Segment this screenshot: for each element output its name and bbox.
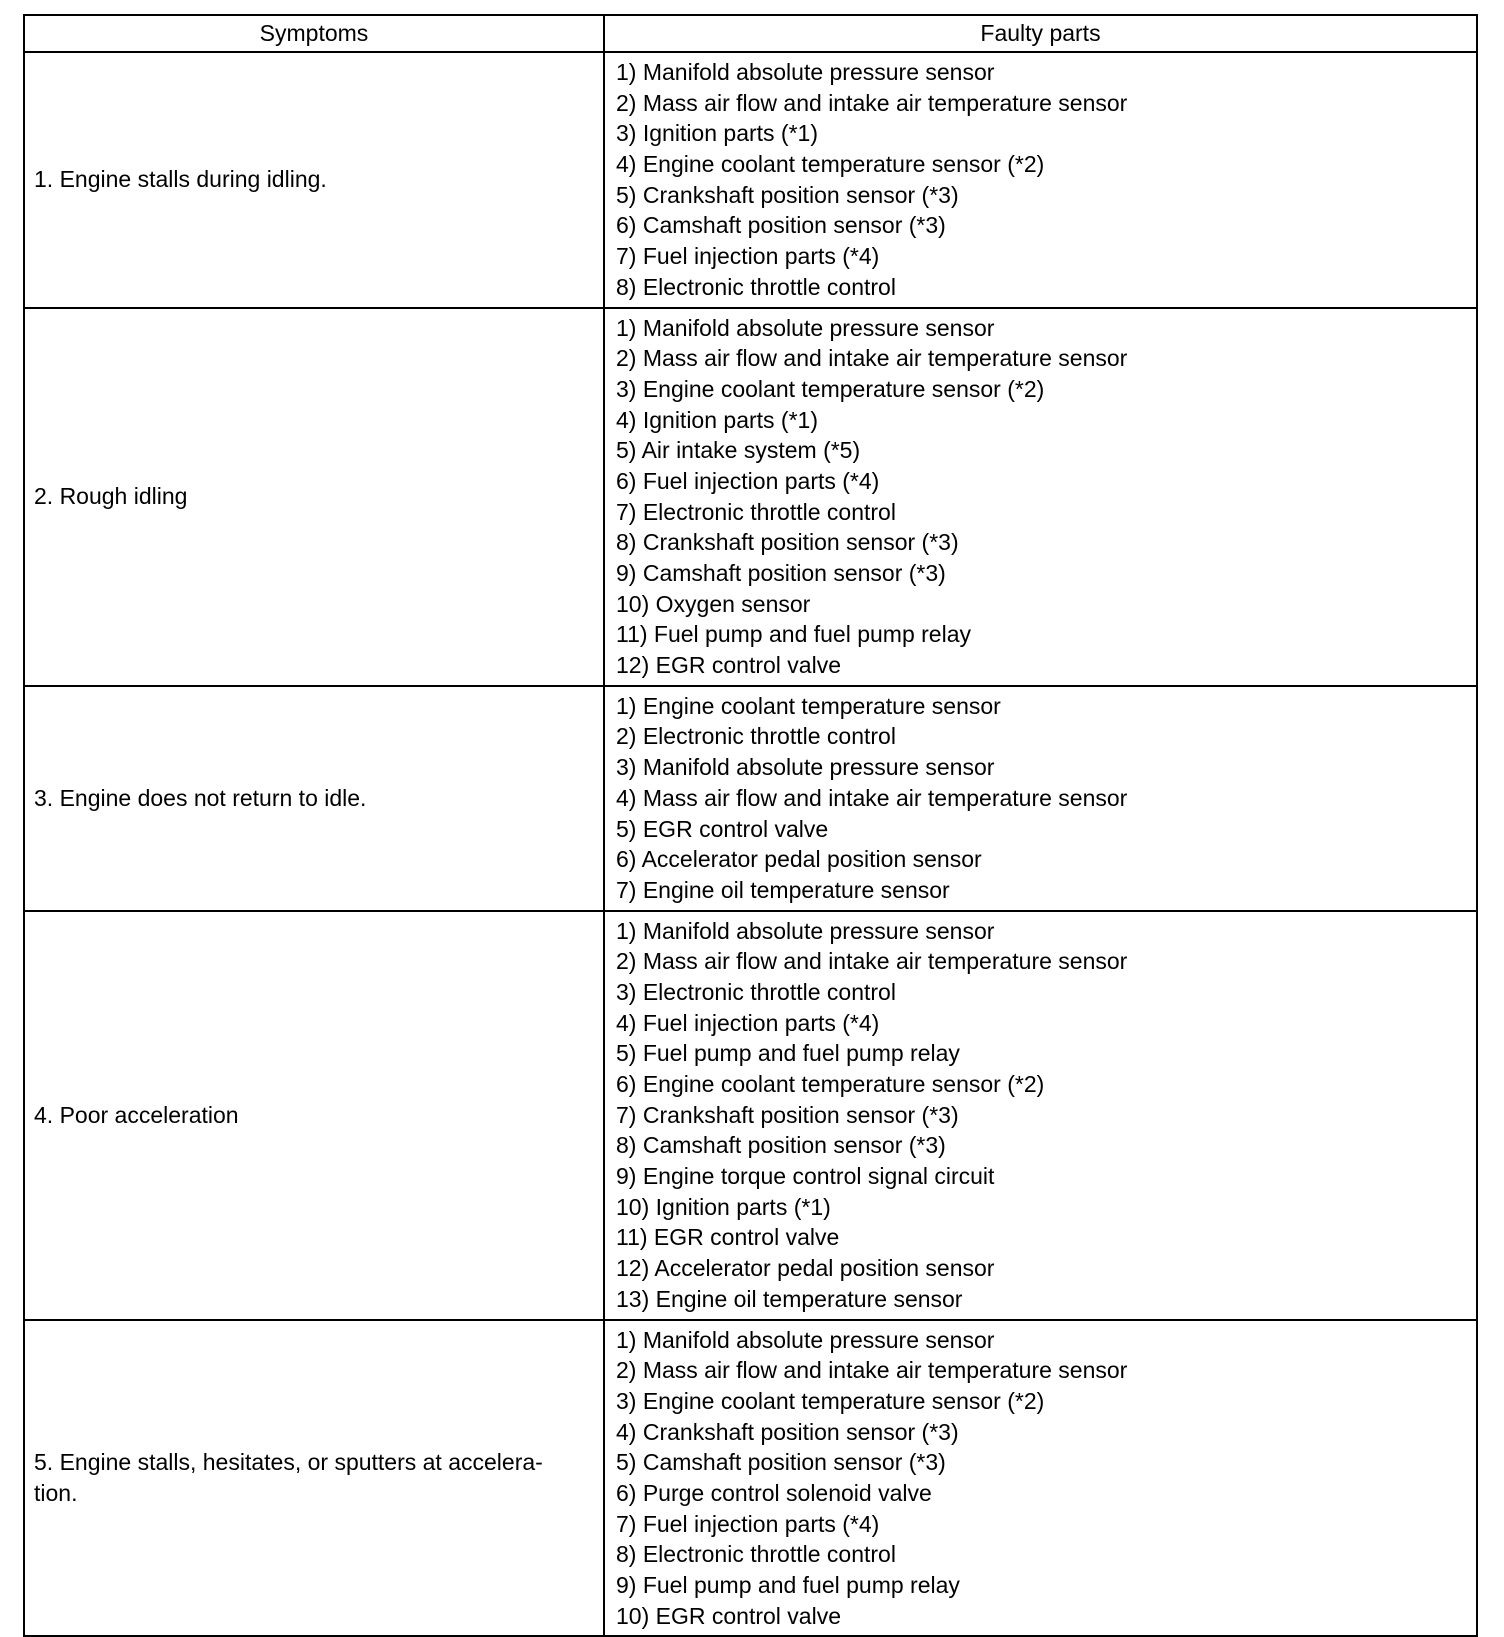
faulty-part-item: 11) Fuel pump and fuel pump relay xyxy=(616,621,971,648)
faulty-part-item: 6) Purge control solenoid valve xyxy=(616,1479,932,1506)
faulty-part-item: 6) Fuel injection parts (*4) xyxy=(616,467,880,494)
table-row xyxy=(24,686,1477,911)
faulty-part-item: 10) Ignition parts (*1) xyxy=(616,1193,831,1220)
faulty-part-item: 5) Air intake system (*5) xyxy=(616,437,861,464)
faulty-part-item: 7) Fuel injection parts (*4) xyxy=(616,243,880,270)
faulty-parts-cell xyxy=(604,686,1477,911)
faulty-parts-cell xyxy=(604,1320,1477,1637)
faulty-part-item: 10) Oxygen sensor xyxy=(616,590,811,617)
faulty-part-item: 8) Electronic throttle control xyxy=(616,1541,896,1568)
faulty-part-item: 7) Engine oil temperature sensor xyxy=(616,876,950,903)
faulty-part-item: 6) Engine coolant temperature sensor (*2) xyxy=(616,1071,1045,1097)
faulty-part-item: 2) Mass air flow and intake air temperature sensor xyxy=(616,89,1128,116)
faulty-part-item: 1) Manifold absolute pressure sensor xyxy=(616,314,995,341)
faulty-part-item: 4) Mass air flow and intake air temperature sensor xyxy=(616,784,1128,811)
faulty-part-item: 1) Manifold absolute pressure sensor xyxy=(616,917,995,944)
faulty-part-item: 3) Electronic throttle control xyxy=(616,978,896,1005)
symptom-text: 1. Engine stalls during idling. xyxy=(34,166,327,193)
table-row xyxy=(24,1320,1477,1637)
faulty-part-item: 9) Camshaft position sensor (*3) xyxy=(616,560,946,586)
faulty-part-item: 12) EGR control valve xyxy=(616,652,841,679)
faulty-parts-cell xyxy=(604,911,1477,1320)
symptom-cell xyxy=(24,1320,604,1637)
faulty-parts-cell xyxy=(604,308,1477,686)
faulty-part-item: 7) Electronic throttle control xyxy=(616,498,896,525)
faulty-part-item: 6) Accelerator pedal position sensor xyxy=(616,846,982,873)
symptom-cell xyxy=(24,911,604,1320)
faulty-part-item: 5) EGR control valve xyxy=(616,815,829,842)
symptom-cell xyxy=(24,686,604,911)
symptom-cell xyxy=(24,308,604,686)
faulty-part-item: 3) Manifold absolute pressure sensor xyxy=(616,754,995,781)
symptom-text: 2. Rough idling xyxy=(34,483,188,510)
header-faulty-parts: Faulty parts xyxy=(604,15,1477,52)
header-symptoms: Symptoms xyxy=(24,15,604,52)
faulty-part-item: 7) Fuel injection parts (*4) xyxy=(616,1510,880,1537)
faulty-part-item: 2) Mass air flow and intake air temperature sensor xyxy=(616,948,1128,975)
faulty-part-item: 5) Camshaft position sensor (*3) xyxy=(616,1449,946,1476)
table-body xyxy=(24,52,1477,1636)
faulty-parts-cell xyxy=(604,52,1477,308)
faulty-part-item: 2) Electronic throttle control xyxy=(616,723,896,750)
faulty-part-item: 8) Crankshaft position sensor (*3) xyxy=(616,529,959,556)
table-header-row xyxy=(24,15,1477,52)
symptoms-faulty-parts-table xyxy=(23,14,1478,1637)
faulty-part-item: 4) Ignition parts (*1) xyxy=(616,406,818,433)
table-row xyxy=(24,52,1477,308)
symptom-text: 3. Engine does not return to idle. xyxy=(34,784,367,811)
symptom-text-line: tion. xyxy=(34,1479,78,1506)
faulty-part-item: 3) Ignition parts (*1) xyxy=(616,120,818,147)
symptom-text-line: 5. Engine stalls, hesitates, or sputters at accelera- xyxy=(34,1448,543,1475)
symptom-text: 4. Poor acceleration xyxy=(34,1101,239,1128)
faulty-part-item: 2) Mass air flow and intake air temperature sensor xyxy=(616,345,1128,372)
table-row xyxy=(24,308,1477,686)
faulty-part-item: 9) Engine torque control signal circuit xyxy=(616,1163,995,1190)
faulty-part-item: 8) Electronic throttle control xyxy=(616,273,896,300)
faulty-part-item: 4) Engine coolant temperature sensor (*2) xyxy=(616,151,1045,178)
faulty-part-item: 1) Engine coolant temperature sensor xyxy=(616,692,1001,719)
faulty-part-item: 9) Fuel pump and fuel pump relay xyxy=(616,1572,960,1598)
faulty-part-item: 3) Engine coolant temperature sensor (*2) xyxy=(616,375,1045,402)
faulty-part-item: 5) Fuel pump and fuel pump relay xyxy=(616,1040,960,1067)
faulty-part-item: 3) Engine coolant temperature sensor (*2) xyxy=(616,1387,1045,1414)
faulty-part-item: 4) Crankshaft position sensor (*3) xyxy=(616,1418,959,1445)
faulty-part-item: 10) EGR control valve xyxy=(616,1602,841,1629)
faulty-part-item: 8) Camshaft position sensor (*3) xyxy=(616,1132,946,1159)
table-row xyxy=(24,911,1477,1320)
faulty-part-item: 2) Mass air flow and intake air temperature sensor xyxy=(616,1357,1128,1384)
faulty-part-item: 13) Engine oil temperature sensor xyxy=(616,1285,963,1312)
faulty-part-item: 4) Fuel injection parts (*4) xyxy=(616,1009,880,1036)
faulty-part-item: 1) Manifold absolute pressure sensor xyxy=(616,1326,995,1353)
faulty-part-item: 7) Crankshaft position sensor (*3) xyxy=(616,1101,959,1128)
symptom-cell xyxy=(24,52,604,308)
faulty-part-item: 1) Manifold absolute pressure sensor xyxy=(616,59,995,85)
faulty-part-item: 5) Crankshaft position sensor (*3) xyxy=(616,181,959,208)
faulty-part-item: 12) Accelerator pedal position sensor xyxy=(616,1255,995,1282)
faulty-part-item: 11) EGR control valve xyxy=(616,1224,840,1251)
faulty-part-item: 6) Camshaft position sensor (*3) xyxy=(616,212,946,239)
